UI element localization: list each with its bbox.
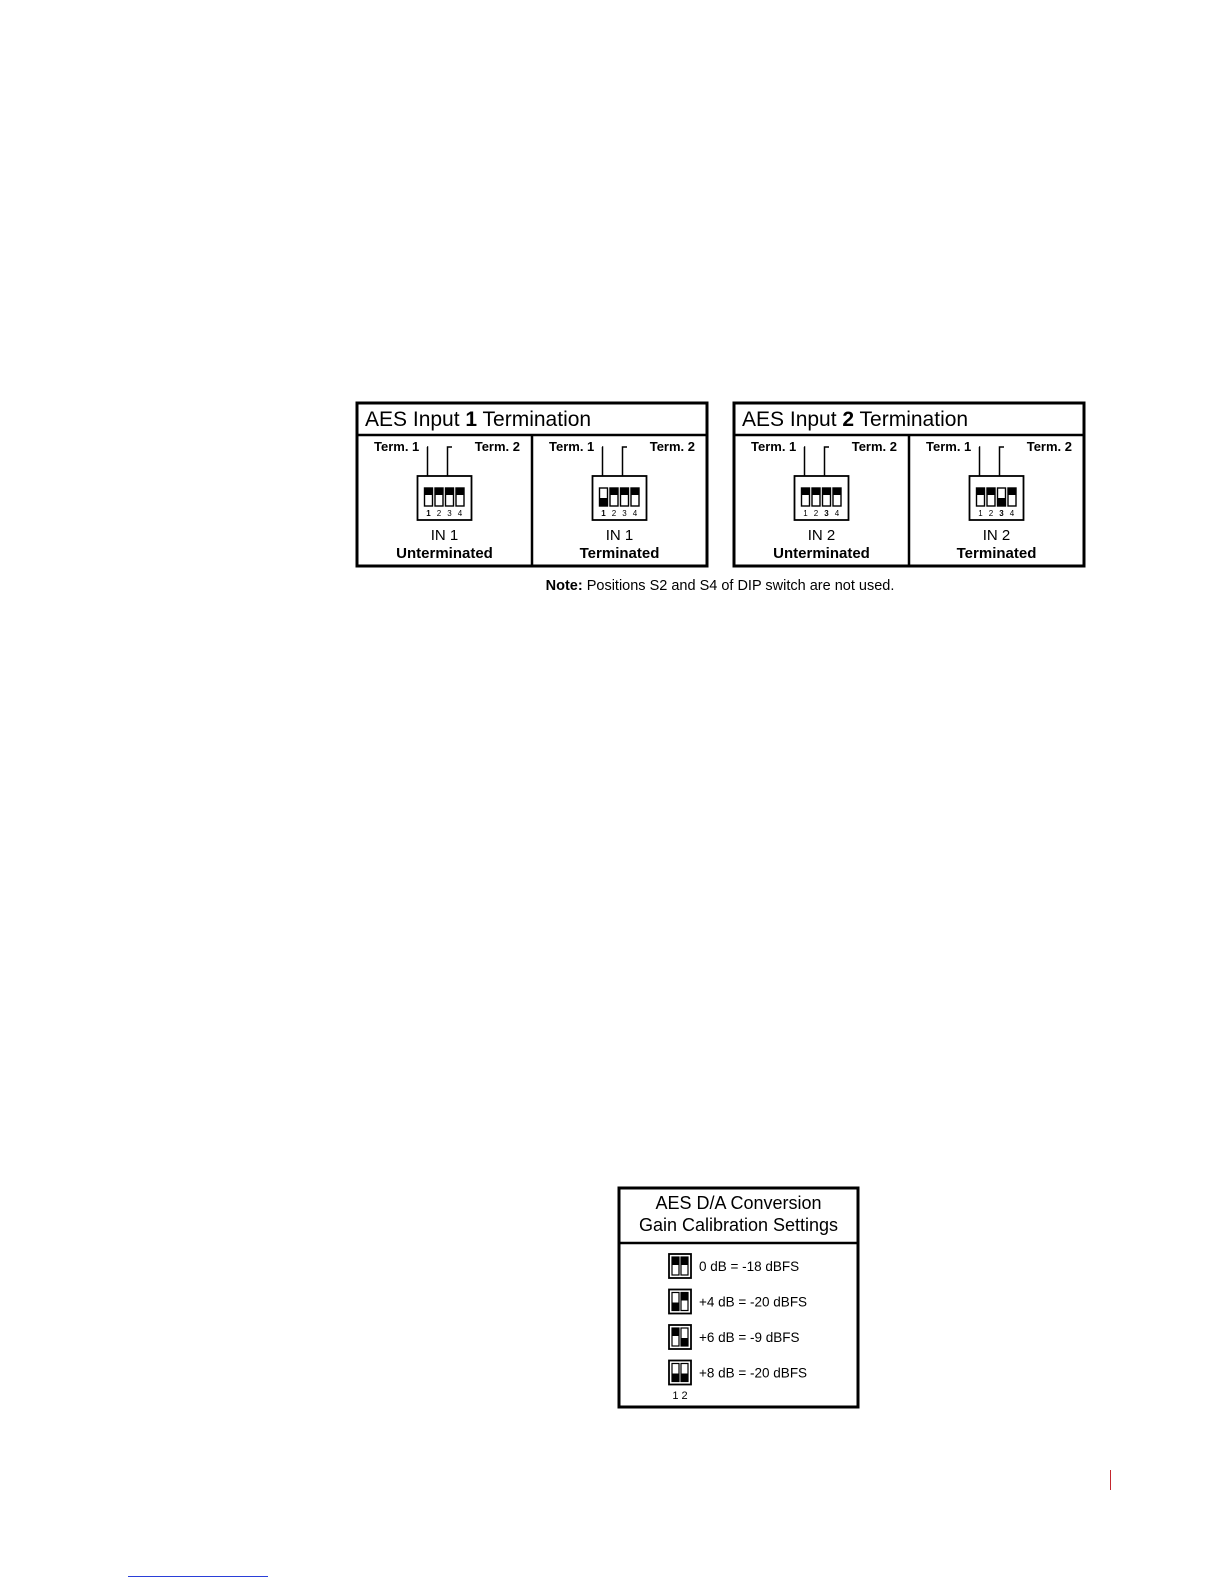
term1-label: Term. 1 — [549, 439, 595, 454]
dip-switch-number: 1 — [426, 509, 431, 518]
input-label: IN 1 — [605, 527, 634, 544]
dip-switch-number: 3 — [824, 509, 829, 518]
gain-switch-lever-down — [672, 1374, 679, 1382]
dip-switch-number: 4 — [1009, 509, 1015, 518]
gain-switch-lever-down — [681, 1338, 688, 1346]
dip-switch-number: 3 — [999, 509, 1004, 518]
gain-switch-lever-down — [672, 1303, 679, 1311]
dip-switch-number: 2 — [988, 509, 994, 518]
dip-switch-lever-up — [435, 488, 443, 495]
gain-row — [669, 1325, 800, 1349]
termination-cell — [751, 439, 897, 562]
termination-state-label: Unterminated — [396, 545, 493, 562]
input-label: IN 2 — [982, 527, 1011, 544]
panel-title-suffix: Termination — [854, 408, 969, 431]
gain-title-line1: AES D/A Conversion — [655, 1193, 822, 1213]
dip-switch-number: 1 — [803, 509, 808, 518]
term1-leader-line — [427, 447, 428, 476]
term2-label: Term. 2 — [1026, 439, 1072, 454]
dip-switch-lever-up — [1008, 488, 1016, 495]
dip-switch-lever-up — [610, 488, 618, 495]
termination-note — [360, 578, 1080, 594]
dip-switch-number: 3 — [447, 509, 452, 518]
gain-title-line2: Gain Calibration Settings — [638, 1215, 839, 1235]
term2-leader-line — [1000, 447, 1005, 476]
input-label: IN 2 — [807, 527, 836, 544]
termination-state-label: Terminated — [579, 545, 660, 562]
dip-switch-lever-up — [802, 488, 810, 495]
gain-setting-label: +4 dB = -20 dBFS — [699, 1294, 808, 1310]
note-text: Positions S2 and S4 of DIP switch are not used. — [582, 578, 895, 594]
dip-switch-lever-up — [977, 488, 985, 495]
termination-panel-1 — [357, 403, 707, 566]
gain-setting-label: 0 dB = -18 dBFS — [699, 1259, 800, 1274]
dip-switch-lever-up — [812, 488, 820, 495]
dip-switch-lever-up — [833, 488, 841, 495]
term1-leader-line — [602, 447, 603, 476]
dip-switch-lever-up — [631, 488, 639, 495]
termination-panel-2 — [734, 403, 1084, 566]
dip-switch-lever-up — [456, 488, 464, 495]
dip-switch-number: 4 — [632, 509, 638, 518]
gain-row — [669, 1254, 799, 1278]
footer-link-underline — [128, 1576, 268, 1577]
term1-label: Term. 1 — [374, 439, 420, 454]
gain-switch-lever-up — [681, 1293, 688, 1301]
dip-switch-lever-up — [446, 488, 454, 495]
panel-title-suffix: Termination — [477, 408, 592, 431]
term2-label: Term. 2 — [851, 439, 897, 454]
dip-switch-lever-down — [998, 498, 1006, 506]
term1-leader-line — [979, 447, 980, 476]
term2-leader-line — [623, 447, 628, 476]
gain-switch-lever-up — [681, 1257, 688, 1265]
term1-leader-line — [804, 447, 805, 476]
panel-title-prefix: AES Input — [742, 408, 843, 431]
gain-switch-lever-down — [681, 1374, 688, 1382]
panel-title — [365, 408, 591, 431]
dip-switch-number: 2 — [611, 509, 617, 518]
input-label: IN 1 — [430, 527, 459, 544]
gain-switch-lever-up — [672, 1328, 679, 1336]
gain-setting-label: +6 dB = -9 dBFS — [699, 1330, 800, 1345]
dip-switch-lever-up — [425, 488, 433, 495]
dip-switch-number: 2 — [813, 509, 819, 518]
dip-switch-lever-up — [823, 488, 831, 495]
term2-leader-line — [448, 447, 453, 476]
gain-row — [669, 1290, 807, 1314]
dip-switch-lever-up — [987, 488, 995, 495]
termination-cell — [549, 439, 695, 562]
page-marker — [1110, 1470, 1111, 1490]
term2-label: Term. 2 — [649, 439, 695, 454]
dip-switch-lever-up — [621, 488, 629, 495]
dip-switch-lever-down — [600, 498, 608, 506]
gain-row — [669, 1361, 807, 1385]
panel-title-prefix: AES Input — [365, 408, 466, 431]
term1-label: Term. 1 — [926, 439, 972, 454]
term1-label: Term. 1 — [751, 439, 797, 454]
dip-switch-number: 4 — [834, 509, 840, 518]
dip-switch-number: 4 — [457, 509, 463, 518]
panel-title-number: 2 — [842, 408, 855, 431]
term2-label: Term. 2 — [474, 439, 520, 454]
dip-switch-number: 1 — [978, 509, 983, 518]
term2-leader-line — [825, 447, 830, 476]
gain-calibration-diagram — [619, 1188, 858, 1407]
panel-title — [742, 408, 968, 431]
termination-cell — [926, 439, 1072, 562]
dip-switch-number: 3 — [622, 509, 627, 518]
gain-switch-numbers: 1 2 — [672, 1390, 688, 1402]
termination-state-label: Terminated — [956, 545, 1037, 562]
dip-switch-number: 2 — [436, 509, 442, 518]
gain-setting-label: +8 dB = -20 dBFS — [699, 1365, 808, 1381]
termination-state-label: Unterminated — [773, 545, 870, 562]
note-label: Note: — [545, 578, 583, 594]
gain-switch-lever-up — [672, 1257, 679, 1265]
panel-title-number: 1 — [465, 408, 478, 431]
termination-cell — [374, 439, 520, 562]
termination-diagram — [357, 403, 1084, 566]
dip-switch-number: 1 — [601, 509, 606, 518]
